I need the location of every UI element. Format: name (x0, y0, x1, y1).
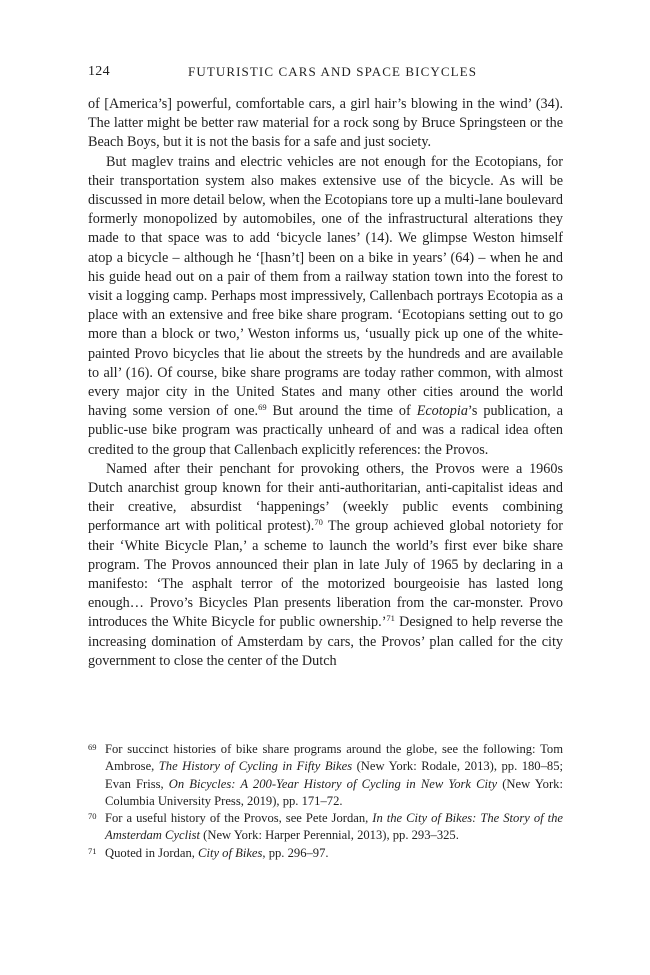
running-head: FUTURISTIC CARS AND SPACE BICYCLES (188, 64, 478, 79)
paragraph-2-text-a: But maglev trains and electric vehicles are not enough for the Ecotopians, for their transportation system also makes extensive use of the bicycle. As will be discussed in more detail below, when the Ecotopians tore up a multi-lane boulevard formerly monopolized by automobiles, one of the infrastructural alterations they made to that space was to add ‘bicycle lanes’ (14). We glimpse Weston himself atop a bicycle – although he ‘[hasn’t] been on a bike in years’ (64) – when he and his guide head out on a pair of them from a railway station town into the forest to visit a logging camp. Perhaps most impressively, Callenbach portrays Ecotopia as a place with an extensive and free bike share program. ‘Ecotopians setting out to go more than a block or two,’ Weston informs us, ‘usually pick up one of the white-painted Provo bicycles that lie about the streets by the hundreds and are available to all’ (16). Of course, bike share programs are today rather common, with almost every major city in the United States and many other cities around the world having some version of one. (88, 153, 563, 420)
page-number: 124 (88, 64, 110, 79)
footnote-title: The History of Cycling in Fifty Bikes (158, 759, 353, 774)
page-header (0, 64, 650, 84)
footnote-number: 69 (88, 742, 97, 752)
paragraph-2-text-c: ’s publication, a public-use bike program was practically unheard of and was a radical idea often credited to the group that Callenbach explicitly references: the Provos. (88, 403, 564, 458)
footnote-number: 70 (88, 811, 97, 822)
paragraph-1: of [America’s] powerful, comfortable cars, a girl hair’s blowing in the wind’ (34). The latter might be better raw material for a rock song by Bruce Springsteen or the Beach Boys, but it is not the basis for a safe and just society. (88, 96, 563, 151)
paragraph-3 (88, 460, 563, 671)
footnote-title: In the City of Bikes: The Story of the Amsterdam Cyclist (105, 811, 563, 843)
footnote-title: City of Bikes (198, 845, 263, 860)
footnote-text: For a useful history of the Provos, see Pete Jordan, (105, 811, 373, 826)
footnote-text: (New York: Rodale, 2013), pp. 180–85; Evan Friss, (105, 759, 563, 791)
footnote-text: (New York: Columbia University Press, 2019), pp. 171–72. (105, 776, 563, 808)
footnote-ref-71[interactable]: 71 (386, 613, 395, 624)
footnote-title: On Bicycles: A 200-Year History of Cycling in New York City (168, 776, 498, 791)
footnote-number: 71 (88, 845, 97, 856)
body-text (88, 95, 563, 671)
footnote-ref-70[interactable]: 70 (314, 517, 323, 528)
footnote-text: (New York: Harper Perennial, 2013), pp. 293–325. (200, 828, 459, 843)
footnote-text: For succinct histories of bike share programs around the globe, see the following: Tom Ambrose, (105, 742, 563, 774)
paragraph-2 (88, 153, 563, 460)
footnote-70 (88, 810, 563, 845)
paragraph-3-text-c: Designed to help reverse the increasing domination of Amsterdam by cars, the Provos’ plan called for the city government to close the center of the Dutch (88, 614, 563, 669)
paragraph-2-text-b: But around the time of (266, 403, 417, 420)
footnotes (88, 741, 563, 862)
footnote-ref-69[interactable]: 69 (258, 402, 267, 413)
book-title-ecotopia: Ecotopia (416, 403, 468, 420)
footnote-text: Quoted in Jordan, (105, 845, 199, 860)
footnote-69 (88, 741, 563, 810)
paragraph-3-text-a: Named after their penchant for provoking others, the Provos were a 1960s Dutch anarchist group known for their anti-authoritarian, anti-capitalist ideas and their creative, absurdist ‘happenings’ (weekly public events combining performance art with political protest). (88, 460, 563, 535)
footnote-71 (88, 845, 563, 862)
footnote-text: , pp. 296–97. (262, 845, 329, 860)
paragraph-3-text-b: The group achieved global notoriety for their ‘White Bicycle Plan,’ a scheme to launch the world’s first ever bike share program. The Provos announced their plan in late July of 1965 by declaring in a manifesto: ‘The asphalt terror of the motorized bourgeoisie has lasted long enough… Provo’s Bicycles Plan presents liberation from the car-monster. Provo introduces the White Bicycle for public ownership.’ (88, 518, 563, 631)
